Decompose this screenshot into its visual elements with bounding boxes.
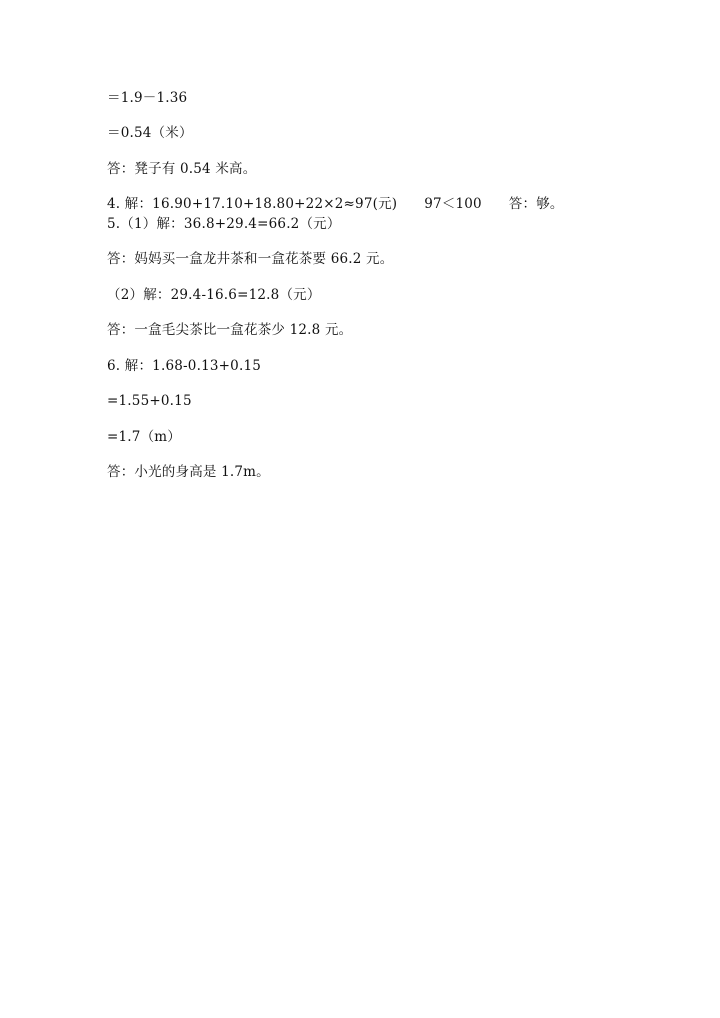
calc-line-2: ＝0.54（米） <box>107 125 193 141</box>
answer-6: 答：小光的身高是 1.7m。 <box>107 464 270 480</box>
calc-line-1: ＝1.9－1.36 <box>107 90 188 106</box>
calc-line-6-3: =1.7（m） <box>107 429 181 445</box>
calc-line-6-2: =1.55+0.15 <box>107 393 192 409</box>
answer-3: 答：凳子有 0.54 米高。 <box>107 161 257 177</box>
answer-5-part-2: 答：一盒毛尖茶比一盒花茶少 12.8 元。 <box>107 322 353 338</box>
problem-5-part-2: （2）解：29.4-16.6=12.8（元） <box>107 287 321 303</box>
answer-5-part-1: 答：妈妈买一盒龙井茶和一盒花茶要 66.2 元。 <box>107 251 394 267</box>
problem-4: 4. 解：16.90+17.10+18.80+22×2≈97(元) 97＜100 答：够。 <box>107 196 564 212</box>
problem-5-part-1: 5.（1）解：36.8+29.4=66.2（元） <box>107 216 341 232</box>
problem-6: 6. 解：1.68-0.13+0.15 <box>107 358 262 374</box>
